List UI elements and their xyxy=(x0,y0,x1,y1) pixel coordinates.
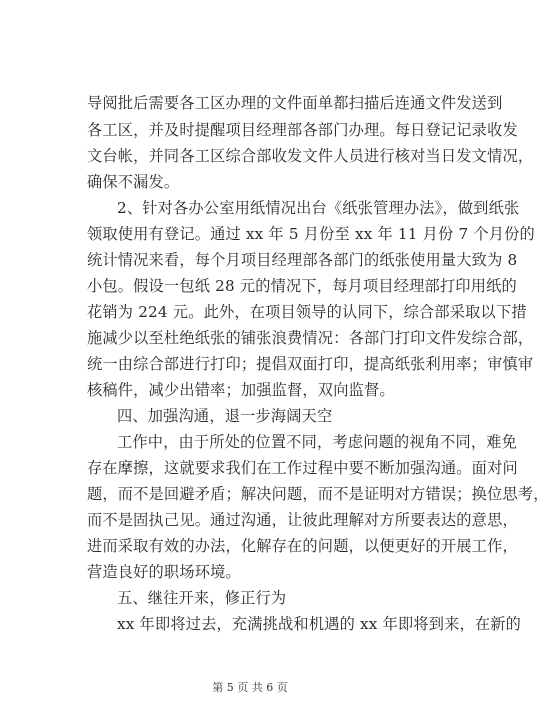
paragraph-line: 文台帐，并同各工区综合部收发文件人员进行核对当日发文情况， xyxy=(87,147,534,165)
section-heading: 四、加强沟通，退一步海阔天空 xyxy=(117,407,333,425)
paragraph-line: 花销为 224 元。此外，在项目领导的认同下，综合部采取以下措 xyxy=(87,303,527,321)
page-number-footer: 第 5 页 共 6 页 xyxy=(212,681,288,694)
paragraph-line: 施减少以至杜绝纸张的铺张浪费情况：各部门打印文件发综合部， xyxy=(87,329,534,347)
paragraph-line: 统一由综合部进行打印；提倡双面打印，提高纸张利用率；审慎审 xyxy=(87,355,534,373)
paragraph-line: 而不是固执己见。通过沟通，让彼此理解对方所要表达的意思， xyxy=(87,511,518,529)
paragraph-line: 各工区，并及时提醒项目经理部各部门办理。每日登记记录收发 xyxy=(87,121,518,139)
paragraph-line: 2、针对各办公室用纸情况出台《纸张管理办法》，做到纸张 xyxy=(117,199,520,217)
paragraph-line: xx 年即将过去，充满挑战和机遇的 xx 年即将到来，在新的 xyxy=(117,615,522,633)
paragraph-line: 小包。假设一包纸 28 元的情况下，每月项目经理部打印用纸的 xyxy=(87,277,517,295)
paragraph-line: 存在摩擦，这就要求我们在工作过程中要不断加强沟通。面对问 xyxy=(87,459,518,477)
paragraph-line: 核稿件，减少出错率；加强监督，双向监督。 xyxy=(87,381,395,399)
paragraph-line: 营造良好的职场环境。 xyxy=(87,563,241,581)
paragraph-line: 领取使用有登记。通过 xx 年 5 月份至 xx 年 11 月份 7 个月份的 xyxy=(87,225,535,243)
paragraph-line: 导阅批后需要各工区办理的文件面单都扫描后连通文件发送到 xyxy=(87,94,503,112)
paragraph-line: 题，而不是回避矛盾；解决问题，而不是证明对方错误；换位思考， xyxy=(87,485,549,503)
paragraph-line: 工作中，由于所处的位置不同，考虑问题的视角不同，难免 xyxy=(117,433,518,451)
paragraph-line: 统计情况来看，每个月项目经理部各部门的纸张使用量大致为 8 xyxy=(87,251,518,269)
paragraph-line: 确保不漏发。 xyxy=(87,173,180,191)
section-heading: 五、继往开来，修正行为 xyxy=(117,589,287,607)
paragraph-line: 进而采取有效的办法，化解存在的问题，以便更好的开展工作， xyxy=(87,537,518,555)
